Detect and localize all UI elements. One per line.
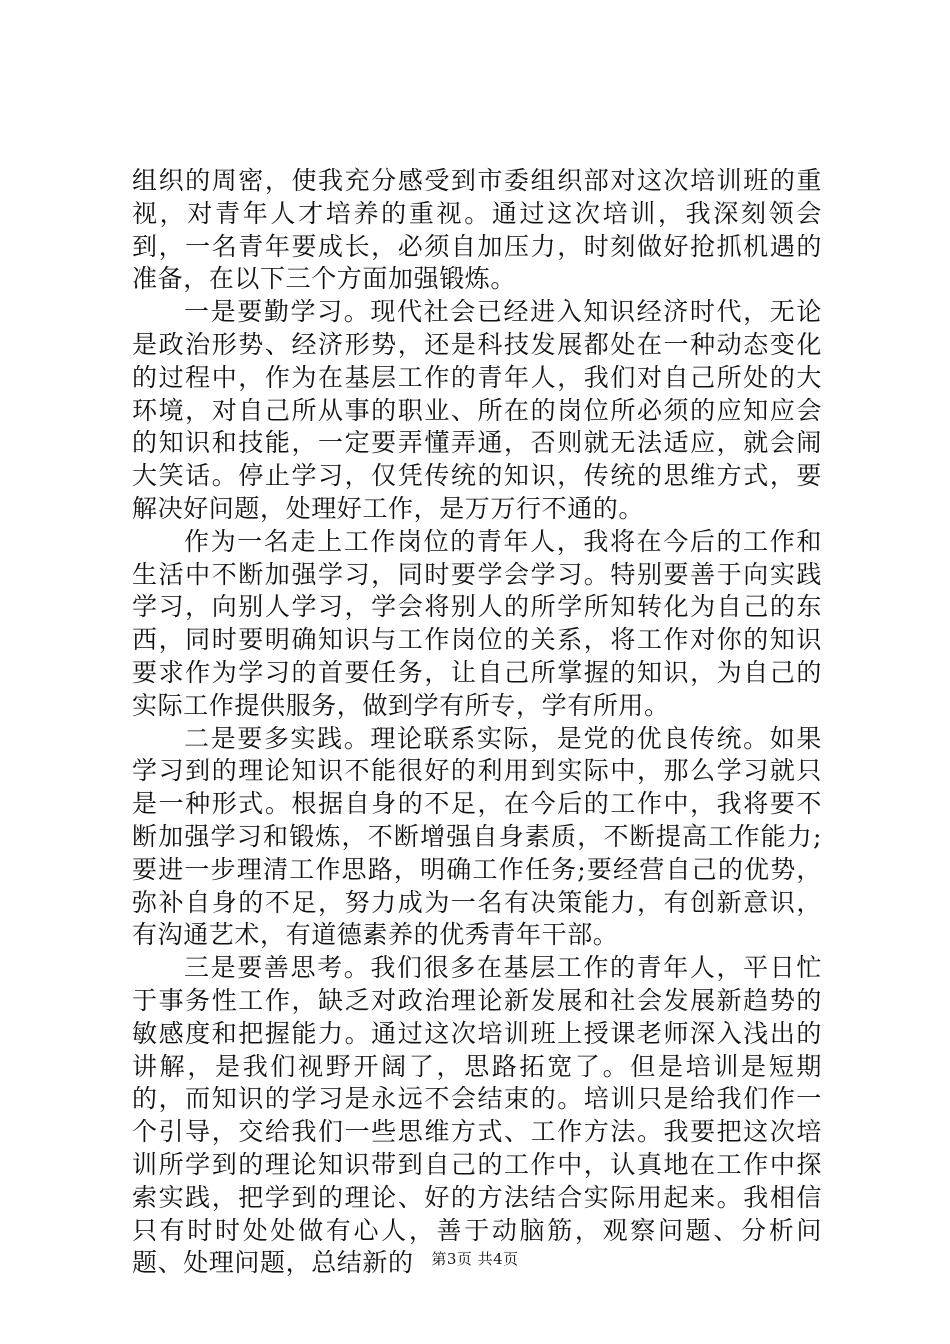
paragraph-4: 二是要多实践。理论联系实际，是党的优良传统。如果学习到的理论知识不能很好的利用到实际中，那么学习就只是一种形式。根据自身的不足，在今后的工作中，我将要不断加强学习和锻炼，不断增强自身素质，不断提高工作能力;要进一步理清工作思路，明确工作任务;要经营自己的优势，弥补自身的不足，努力成为一名有决策能力，有创新意识，有沟通艺术，有道德素养的优秀青年干部。 xyxy=(132,723,822,950)
paragraph-1: 组织的周密，使我充分感受到市委组织部对这次培训班的重视，对青年人才培养的重视。通过这次培训，我深刻领会到，一名青年要成长，必须自加压力，时刻做好抢抓机遇的准备，在以下三个方面加强锻炼。 xyxy=(132,166,822,294)
paragraph-2: 一是要勤学习。现代社会已经进入知识经济时代，无论是政治形势、经济形势，还是科技发展都处在一种动态变化的过程中，作为在基层工作的青年人，我们对自己所处的大环境，对自己所从事的职业、所在的岗位所必须的应知应会的知识和技能，一定要弄懂弄通，否则就无法适应，就会闹大笑话。停止学习，仅凭传统的知识，传统的思维方式，要解决好问题，处理好工作，是万万行不通的。 xyxy=(132,297,822,523)
paragraph-3: 作为一名走上工作岗位的青年人，我将在今后的工作和生活中不断加强学习，同时要学会学习。特别要善于向实践学习，向别人学习，学会将别人的所学所知转化为自己的东西，同时要明确知识与工作岗位的关系，将工作对你的知识要求作为学习的首要任务，让自己所掌握的知识，为自己的实际工作提供服务，做到学有所专，学有所用。 xyxy=(132,526,822,720)
page-footer xyxy=(0,1248,950,1269)
paragraph-5: 三是要善思考。我们很多在基层工作的青年人，平日忙于事务性工作，缺乏对政治理论新发展和社会发展新趋势的敏感度和把握能力。通过这次培训班上授课老师深入浅出的讲解，是我们视野开阔了，思路拓宽了。但是培训是短期的，而知识的学习是永远不会结束的。培训只是给我们作一个引导，交给我们一些思维方式、工作方法。我要把这次培训所学到的理论知识带到自己的工作中，认真地在工作中探索实践，把学到的理论、好的方法结合实际用起来。我相信只有时时处处做有心人，善于动脑筋，观察问题、分析问题、处理问题，总结新的 xyxy=(132,953,822,1278)
page-number-label: 第3页 共4页 xyxy=(431,1250,519,1268)
document-body xyxy=(132,165,822,1280)
